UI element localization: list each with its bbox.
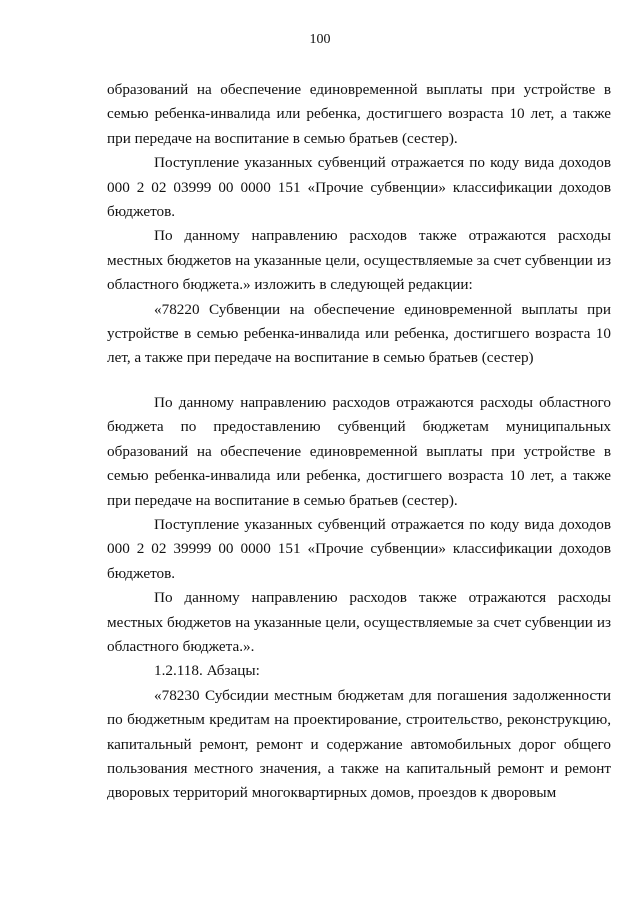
page-number: 100	[309, 32, 331, 47]
paragraph: «78220 Субвенции на обеспечение единовременной выплаты при устройстве в семью ребенка-инвалида или ребенка, достигшего возраста 10 лет, а также при передаче на воспитание в семью братьев (сестер)	[107, 300, 611, 367]
document-body	[107, 78, 611, 806]
paragraph: Поступление указанных субвенций отражается по коду вида доходов 000 2 02 39999 00 0000 151 «Прочие субвенции» классификации доходов бюджетов.	[107, 515, 611, 582]
paragraph: «78230 Субсидии местным бюджетам для погашения задолженности по бюджетным кредитам на проектирование, строительство, реконструкцию, капитальный ремонт, ремонт и содержание автомобильных дорог общего пользования местного значения, а также на капитальный ремонт и ремонт дворовых территорий многоквартирных домов, проездов к дворовым	[107, 686, 611, 802]
paragraph: По данному направлению расходов также отражаются расходы местных бюджетов на указанные цели, осуществляемые за счет субвенции из областного бюджета.».	[107, 589, 611, 655]
paragraph: образований на обеспечение единовременной выплаты при устройстве в семью ребенка-инвалида или ребенка, достигшего возраста 10 лет, а также при передаче на воспитание в семью братьев (сестер).	[107, 81, 611, 147]
paragraph: По данному направлению расходов также отражаются расходы местных бюджетов на указанные цели, осуществляемые за счет субвенции из областного бюджета.» изложить в следующей редакции:	[107, 227, 611, 294]
paragraph: Поступление указанных субвенций отражается по коду вида доходов 000 2 02 03999 00 0000 151 «Прочие субвенции» классификации доходов бюджетов.	[107, 154, 611, 221]
paragraph: По данному направлению расходов отражаются расходы областного бюджета по предоставлению субвенций бюджетам муниципальных образований на обеспечение единовременной выплаты при устройстве в семью ребенка-инвалида или ребенка, достигшего возраста 10 лет, а также при передаче на воспитание в семью братьев (сестер).	[107, 393, 611, 509]
paragraph: 1.2.118. Абзацы:	[154, 662, 260, 680]
